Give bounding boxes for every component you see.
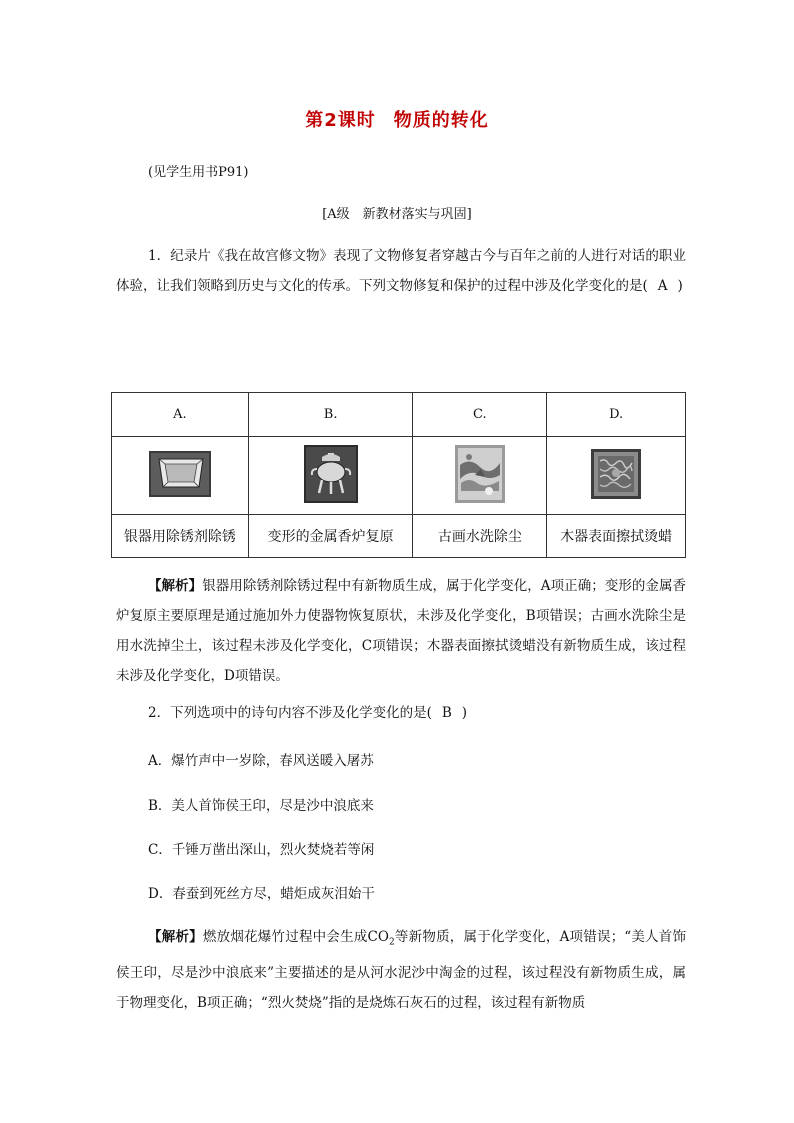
option-d-image-cell: [547, 437, 686, 515]
question-2-analysis: [116, 922, 686, 1018]
option-c-letter: C.: [413, 393, 547, 437]
option-b-caption: 变形的金属香炉复原: [248, 515, 413, 558]
option-a-image-cell: [112, 437, 249, 515]
subscript: 2: [388, 937, 395, 948]
question-1-answer: A: [657, 278, 668, 294]
metal-censer-photo: [304, 445, 358, 503]
textbook-reference: (见学生用书P91): [148, 165, 249, 180]
choice-a: A．爆竹声中一岁除，春风送暖入屠苏: [148, 753, 374, 769]
analysis-text-rest: 等新物质，属于化学变化，A项错误；“美人首饰侯王印，尽是沙中浪底来”主要描述的是从河水泥沙中淘金的过程，该过程没有新物质生成，属于物理变化，B项正确；“烈火焚烧”指的是烧炼石灰石的过程，该过程有新物质: [116, 929, 686, 1011]
option-d-letter: D.: [547, 393, 686, 437]
carved-wood-photo: [591, 449, 641, 499]
silver-tray-photo: [149, 451, 211, 497]
question-2-answer: B: [441, 705, 452, 721]
analysis-label: 【解析】: [148, 929, 203, 945]
lesson-number: 第2课时: [305, 110, 376, 131]
option-c-image-cell: [413, 437, 547, 515]
option-d-caption: 木器表面擦拭烫蜡: [547, 515, 686, 558]
question-1: 1．纪录片《我在故宫修文物》表现了文物修复者穿越古今与百年之前的人进行对话的职业体验，让我们领略到历史与文化的传承。下列文物修复和保护的过程中涉及化学变化的是( A ): [116, 248, 686, 294]
lesson-title: 物质的转化: [393, 110, 489, 131]
analysis-text: 银器用除锈剂除锈过程中有新物质生成，属于化学变化，A项正确；变形的金属香炉复原主要原理是通过施加外力使器物恢复原状，未涉及化学变化，B项错误；古画水洗除尘是用水洗掉尘土，该过程未涉及化学变化，C项错误；木器表面擦拭烫蜡没有新物质生成，该过程未涉及化学变化，D项错误。: [116, 578, 687, 684]
choice-b: B．美人首饰侯王印，尽是沙中浪底来: [148, 798, 374, 814]
option-c-caption: 古画水洗除尘: [413, 515, 547, 558]
question-2: 2．下列选项中的诗句内容不涉及化学变化的是( B ): [148, 705, 468, 721]
option-a-letter: A.: [112, 393, 249, 437]
option-b-letter: B.: [248, 393, 413, 437]
ancient-painting-photo: [455, 445, 505, 503]
options-table: [111, 392, 686, 558]
analysis-label: 【解析】: [148, 578, 203, 594]
option-a-caption: 银器用除锈剂除锈: [112, 515, 249, 558]
option-b-image-cell: [248, 437, 413, 515]
question-1-analysis: [116, 571, 686, 691]
question-2-stem: 2．下列选项中的诗句内容不涉及化学变化的是(: [148, 705, 432, 721]
choice-d: D．春蚕到死丝方尽，蜡炬成灰泪始干: [148, 886, 375, 902]
page-title: [0, 106, 794, 132]
section-heading: [A级 新教材落实与巩固]: [322, 207, 472, 222]
question-1-stem: 1．纪录片《我在故宫修文物》表现了文物修复者穿越古今与百年之前的人进行对话的职业体验，让我们领略到历史与文化的传承。下列文物修复和保护的过程中涉及化学变化的是(: [116, 248, 686, 294]
analysis-text-start: 燃放烟花爆竹过程中会生成CO: [202, 929, 389, 945]
choice-c: C．千锤万凿出深山，烈火焚烧若等闲: [148, 842, 375, 858]
